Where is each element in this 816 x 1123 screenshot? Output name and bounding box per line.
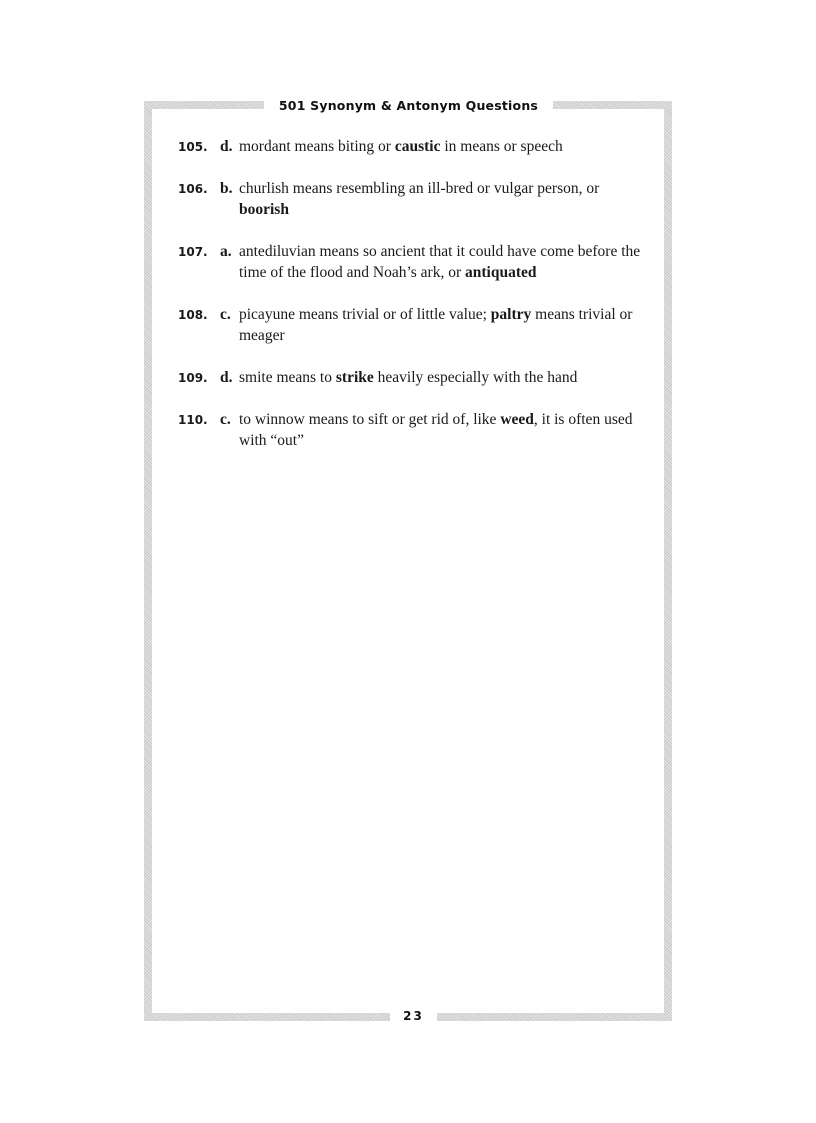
answer-letter: d. (220, 369, 233, 386)
answer-text (239, 180, 599, 218)
page-border-top-right (553, 101, 672, 109)
answer-letter: c. (220, 306, 231, 323)
answer-letter: d. (220, 138, 233, 155)
question-number: 105. (178, 140, 208, 154)
question-number: 106. (178, 182, 208, 196)
running-header-text: Synonym & Antonym Questions (305, 98, 539, 113)
answer-keyword: strike (335, 369, 374, 386)
question-number: 109. (178, 371, 208, 385)
answer-item (178, 241, 648, 283)
page-border-left (144, 101, 152, 1021)
running-header (264, 98, 553, 113)
answer-item (178, 178, 648, 220)
answer-text-before: mordant means biting or (239, 138, 395, 155)
answer-text (239, 306, 632, 344)
answer-list (178, 136, 648, 472)
answer-item (178, 304, 648, 346)
answer-text (239, 411, 632, 449)
question-number: 110. (178, 413, 208, 427)
answer-text-after: , it is often used with “out” (239, 411, 633, 449)
answer-item (178, 367, 648, 388)
answer-keyword: paltry (490, 306, 532, 323)
answer-item (178, 409, 648, 451)
question-number: 108. (178, 308, 208, 322)
answer-letter: b. (220, 180, 233, 197)
answer-text-after: heavily especially with the hand (373, 369, 578, 386)
answer-text (239, 243, 640, 281)
page-border-bottom-right (437, 1013, 672, 1021)
question-number: 107. (178, 245, 208, 259)
answer-text-before: to winnow means to sift or get rid of, like (239, 411, 501, 428)
page-border-top-left (144, 101, 264, 109)
answer-letter: a. (220, 243, 232, 260)
answer-keyword: boorish (239, 201, 289, 218)
answer-text-before: churlish means resembling an ill-bred or vulgar person, or (239, 180, 600, 197)
answer-text (239, 369, 577, 386)
running-header-number: 501 (278, 98, 306, 113)
answer-keyword: caustic (394, 138, 441, 155)
answer-letter: c. (220, 411, 231, 428)
answer-keyword: antiquated (464, 264, 537, 281)
answer-text-after: means trivial or meager (239, 306, 633, 344)
answer-text-before: antediluvian means so ancient that it could have come before the time of the flood and Noah’s ark, or (239, 243, 641, 281)
answer-text-after: in means or speech (440, 138, 563, 155)
answer-item (178, 136, 648, 157)
page-border-bottom-left (144, 1013, 390, 1021)
answer-keyword: weed (500, 411, 534, 428)
page-number: 23 (403, 1009, 424, 1023)
page-border-right (664, 101, 672, 1021)
answer-text-before: picayune means trivial or of little value; (239, 306, 491, 323)
answer-text-before: smite means to (239, 369, 336, 386)
answer-text (239, 138, 563, 155)
